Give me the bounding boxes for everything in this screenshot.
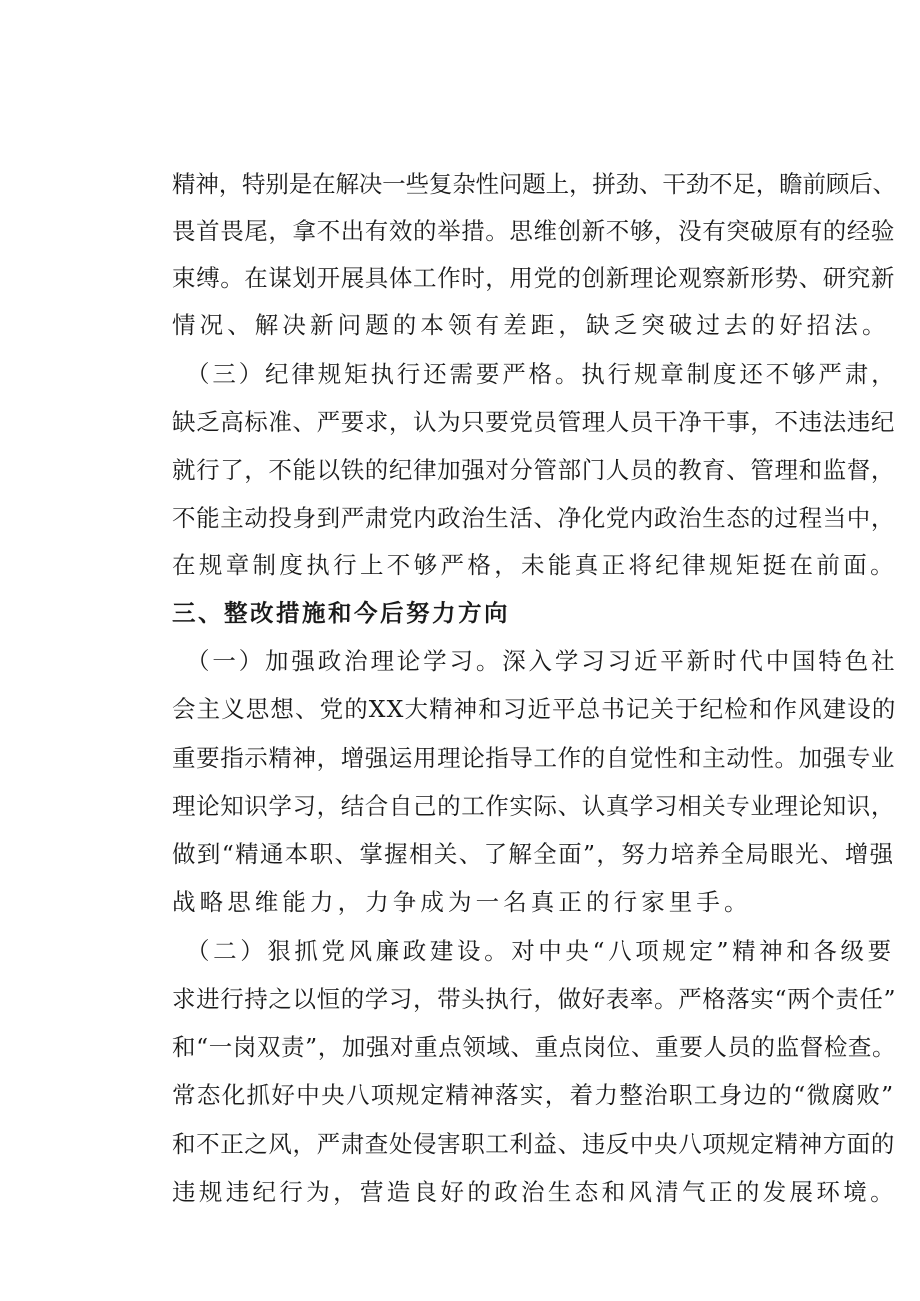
text-line: 和“一岗双责”，加强对重点领域、重点岗位、重要人员的监督检查。 <box>172 1033 897 1061</box>
text-line: 精神，特别是在解决一些复杂性问题上，拼劲、干劲不足，瞻前顾后、 <box>172 170 896 198</box>
text-line: 会主义思想、党的XX大精神和习近平总书记关于纪检和作风建设的 <box>172 695 897 723</box>
text-line: 缺乏高标准、严要求，认为只要党员管理人员干净干事，不违法违纪 <box>172 408 895 436</box>
text-line: 在规章制度执行上不够严格，未能真正将纪律规矩挺在前面。 <box>172 551 897 579</box>
section-heading: 三、整改措施和今后努力方向 <box>172 599 510 627</box>
text-line: 常态化抓好中央八项规定精神落实，着力整治职工身边的“微腐败” <box>172 1081 895 1109</box>
paragraph-3-start: （三）纪律规矩执行还需要严格。执行规章制度还不够严肃， <box>186 360 898 388</box>
text-line: 理论知识学习，结合自己的工作实际、认真学习相关专业理论知识， <box>172 792 895 820</box>
text-line: 和不正之风，严肃查处侵害职工利益、违反中央八项规定精神方面的 <box>172 1130 895 1158</box>
paragraph-2-start: （二）狠抓党风廉政建设。对中央“八项规定”精神和各级要 <box>186 937 895 965</box>
text-line: 不能主动投身到严肃党内政治生活、净化党内政治生态的过程当中， <box>172 504 895 532</box>
text-line: 做到“精通本职、掌握相关、了解全面”，努力培养全局眼光、增强 <box>172 840 895 868</box>
paragraph-1-start: （一）加强政治理论学习。深入学习习近平新时代中国特色社 <box>186 647 898 675</box>
text-line: 束缚。在谋划开展具体工作时，用党的创新理论观察新形势、研究新 <box>172 264 895 292</box>
text-line: 战略思维能力，力争成为一名真正的行家里手。 <box>172 888 752 916</box>
text-line: 情况、解决新问题的本领有差距，缺乏突破过去的好招法。 <box>172 311 890 339</box>
text-line: 畏首畏尾，拿不出有效的举措。思维创新不够，没有突破原有的经验 <box>172 217 895 245</box>
text-line: 重要指示精神，增强运用理论指导工作的自觉性和主动性。加强专业 <box>172 744 895 772</box>
text-line: 违规违纪行为，营造良好的政治生态和风清气正的发展环境。 <box>172 1178 897 1206</box>
text-line: 求进行持之以恒的学习，带头执行，做好表率。严格落实“两个责任” <box>172 985 897 1013</box>
text-line: 就行了，不能以铁的纪律加强对分管部门人员的教育、管理和监督， <box>172 456 895 484</box>
